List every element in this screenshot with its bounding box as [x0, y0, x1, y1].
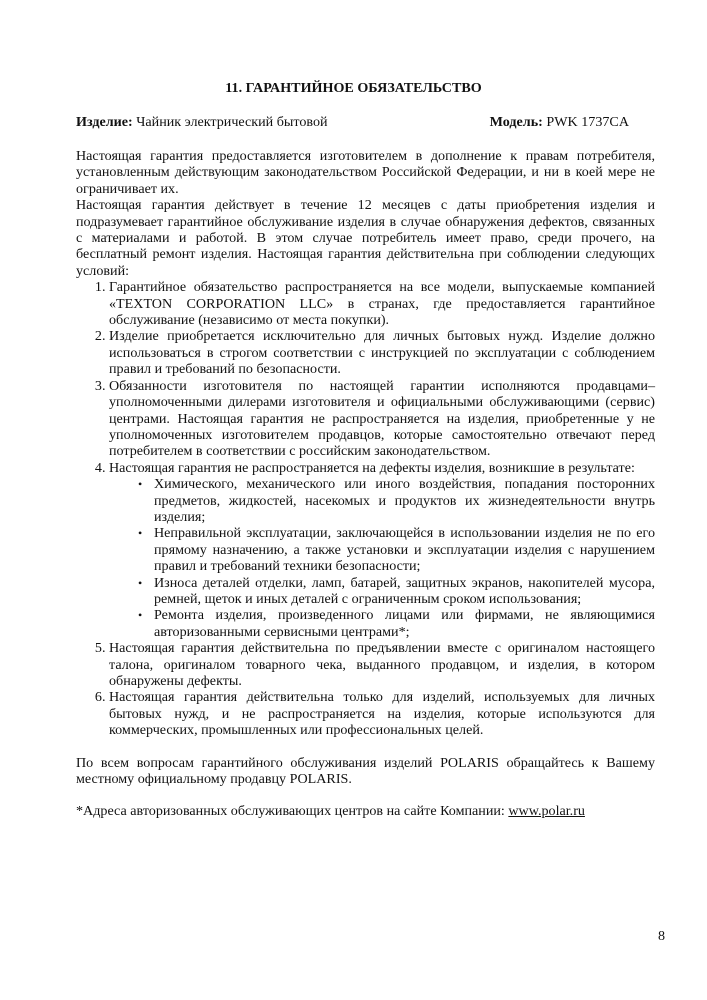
- exclusion-item: [138, 574, 655, 608]
- intro-paragraph: Настоящая гарантия предоставляется изготовителем в дополнение к правам потребителя, установленным действующим законодательством Российской Федерации, и ни в коей мере не ограничивает их.: [76, 148, 655, 197]
- exclusion-text: Износа деталей отделки, ламп, батарей, защитных экранов, накопителей мусора, ремней, щеток и иных деталей с ограниченным сроком использования;: [154, 574, 655, 607]
- condition-text: Настоящая гарантия не распространяется на дефекты изделия, возникшие в результате:: [109, 459, 635, 476]
- exclusion-item: [138, 476, 655, 525]
- item-label: Изделие:: [76, 114, 133, 130]
- condition-item: 1. Гарантийное обязательство распространяется на все модели, выпускаемые компанией «TEXTON CORPORATION LLC» в странах, где предоставляется гарантийное обслуживание (независимо от места покупки).: [109, 279, 655, 328]
- bullet-icon: •: [138, 608, 143, 623]
- exclusion-item: [138, 525, 655, 575]
- item-value: Чайник электрический бытовой: [132, 114, 328, 130]
- warranty-body: [76, 148, 655, 820]
- bullet-icon: •: [138, 526, 143, 541]
- product-item: [76, 114, 328, 130]
- model-label: Модель:: [489, 114, 543, 130]
- bullet-icon: •: [138, 477, 143, 492]
- section-title: 11. ГАРАНТИЙНОЕ ОБЯЗАТЕЛЬСТВО: [225, 80, 482, 96]
- contact-paragraph: По всем вопросам гарантийного обслуживания изделий POLARIS обращайтесь к Вашему местному официальному продавцу POLARIS.: [76, 754, 655, 788]
- footnote: [76, 803, 655, 819]
- page-number: 8: [658, 928, 666, 944]
- model-value: PWK 1737CA: [542, 114, 629, 130]
- condition-item: 6. Настоящая гарантия действительна только для изделий, используемых для личных бытовых нужд, и не распространяется на изделия, которые используются для коммерческих, промышленных или профессиональных целей.: [109, 689, 655, 738]
- service-centers-link[interactable]: www.polar.ru: [508, 803, 585, 820]
- exclusion-text: Неправильной эксплуатации, заключающейся в использовании изделия не по его прямому назначению, а также установки и эксплуатации изделия с нарушением правил и требований техники безопасности;: [154, 525, 655, 575]
- conditions-list: [76, 279, 655, 738]
- spacer: [76, 787, 655, 803]
- condition-item: [109, 460, 655, 640]
- footnote-text: *Адреса авторизованных обслуживающих центров на сайте Компании:: [76, 803, 509, 820]
- bullet-icon: •: [138, 575, 143, 590]
- spacer: [76, 739, 655, 755]
- product-info-line: [76, 114, 629, 130]
- exclusion-item: [138, 607, 655, 640]
- intro-paragraph: Настоящая гарантия действует в течение 12 месяцев с даты приобретения изделия и подразумевает гарантийное обслуживание изделия в случае обнаружения дефектов, связанных с материалами и работой. В этом случае потребитель имеет право, среди прочего, на бесплатный ремонт изделия. Настоящая гарантия действительна при соблюдении следующих условий:: [76, 197, 655, 279]
- condition-item: 5. Настоящая гарантия действительна по предъявлении вместе с оригиналом настоящего талона, оригиналом товарного чека, выданного продавцом, и изделия, в котором обнаружены дефекты.: [109, 640, 655, 689]
- exclusions-list: [109, 476, 655, 640]
- exclusion-text: Ремонта изделия, произведенного лицами или фирмами, не являющимися авторизованными сервисными центрами*;: [154, 607, 655, 640]
- condition-item: 3. Обязанности изготовителя по настоящей гарантии исполняются продавцами– уполномоченными дилерами изготовителя и официальными обслуживающими (сервис) центрами. Настоящая гарантия не распространяется на изделия, приобретенные у не уполномоченных изготовителем продавцов, которые самостоятельно отвечают перед потребителем в соответствии с российским законодательством.: [109, 378, 655, 460]
- product-model: [490, 114, 629, 130]
- condition-item: 2. Изделие приобретается исключительно для личных бытовых нужд. Изделие должно использоваться в строгом соответствии с инструкцией по эксплуатации с соблюдением правил и требований по безопасности.: [109, 328, 655, 377]
- exclusion-text: Химического, механического или иного воздействия, попадания посторонних предметов, жидкостей, насекомых и продуктов их жизнедеятельности внутрь изделия;: [154, 476, 655, 525]
